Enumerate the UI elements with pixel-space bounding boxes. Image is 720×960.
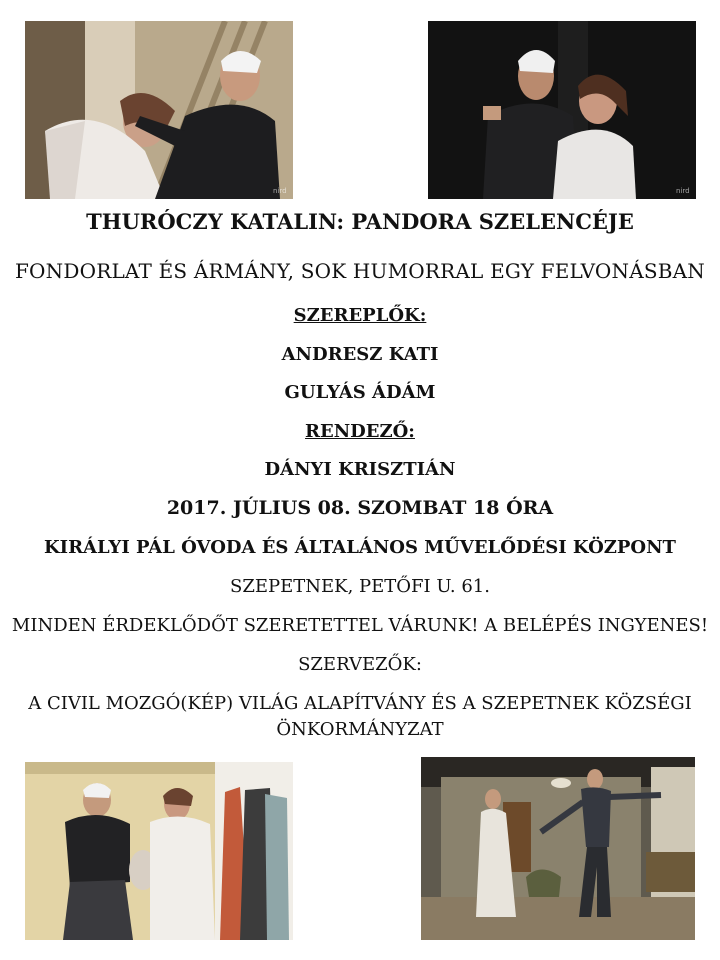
organizers-line: ÖNKORMÁNYZAT (276, 719, 444, 740)
cast-member: GULYÁS ÁDÁM (284, 382, 436, 403)
director-name: DÁNYI KRISZTIÁN (264, 459, 456, 480)
photo-bottom-left (25, 762, 293, 940)
director-heading: RENDEZŐ: (305, 421, 415, 442)
photo-top-right (428, 21, 696, 199)
event-address: SZEPETNEK, PETŐFI U. 61. (230, 576, 490, 597)
poster-subtitle: FONDORLAT ÉS ÁRMÁNY, SOK HUMORRAL EGY FELVONÁSBAN (14, 259, 706, 283)
event-venue: KIRÁLYI PÁL ÓVODA ÉS ÁLTALÁNOS MŰVELŐDÉSI KÖZPONT (44, 537, 676, 558)
photo-top-left (25, 21, 293, 199)
organizers-line: A CIVIL MOZGÓ(KÉP) VILÁG ALAPÍTVÁNY ÉS A SZEPETNEK KÖZSÉGI (28, 693, 692, 714)
cast-member: ANDRESZ KATI (281, 344, 439, 365)
photo-watermark: nird (676, 187, 690, 195)
photo-watermark: nird (273, 187, 287, 195)
event-date: 2017. JÚLIUS 08. SZOMBAT 18 ÓRA (166, 497, 554, 519)
organizers-heading: SZERVEZŐK: (298, 654, 422, 675)
invitation-text: MINDEN ÉRDEKLŐDŐT SZERETETTEL VÁRUNK! A BELÉPÉS INGYENES! (11, 615, 709, 636)
photo-bottom-right (421, 757, 695, 940)
poster-title: THURÓCZY KATALIN: PANDORA SZELENCÉJE (86, 209, 634, 234)
cast-heading: SZEREPLŐK: (293, 305, 427, 326)
